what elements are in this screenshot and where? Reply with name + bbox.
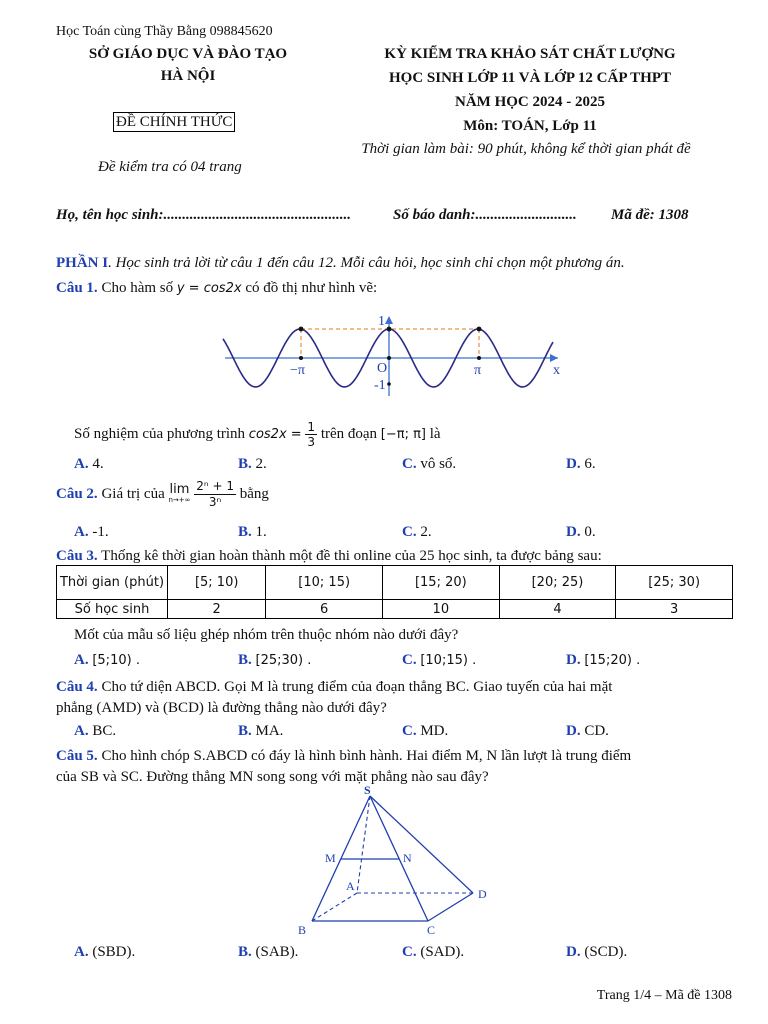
- origin-point: [387, 356, 391, 360]
- q3-option-a[interactable]: [74, 652, 140, 669]
- q2-option-c[interactable]: [402, 524, 432, 541]
- q3-option-a-text: [5;10) .: [92, 653, 140, 668]
- q5-option-d-key: D.: [566, 944, 581, 960]
- q5-option-b-text: (SAB).: [255, 944, 299, 960]
- table-row-time: [57, 566, 733, 600]
- origin-label: O: [377, 361, 388, 376]
- q5-option-c-key: C.: [402, 944, 417, 960]
- q4-option-c[interactable]: [402, 723, 448, 740]
- part1-instruction: . Học sinh trả lời từ câu 1 đến câu 12. Mỗi câu hỏi, học sinh chỉ chọn một phương án.: [108, 255, 625, 271]
- y-tick-neg1: -1: [374, 378, 386, 393]
- question-4: [56, 679, 612, 696]
- q1-option-c[interactable]: [402, 456, 456, 473]
- vertex-s-label: S: [364, 783, 371, 797]
- q2-lim-sub: n→+∞: [168, 495, 191, 504]
- q4-option-b[interactable]: [238, 723, 283, 740]
- q2-text-b: bằng: [239, 485, 269, 502]
- q1-text-a: Cho hàm số: [101, 280, 174, 296]
- q2-option-b-key: B.: [238, 524, 252, 540]
- q5-option-c-text: (SAD).: [420, 944, 465, 960]
- table-cell-interval: [20; 25): [499, 566, 616, 600]
- q3-option-b-text: [25;30) .: [255, 653, 312, 668]
- q2-frac-den: 3ⁿ: [208, 495, 222, 509]
- pyramid-figure: [290, 782, 500, 940]
- table-cell-interval: [25; 30): [616, 566, 733, 600]
- edge-cd: [428, 893, 473, 921]
- q1-option-b[interactable]: [238, 456, 267, 473]
- q4-option-b-text: MA.: [255, 723, 284, 739]
- q3-option-d-key: D.: [566, 652, 581, 668]
- q2-label: Câu 2.: [56, 485, 98, 502]
- table-cell-count: 2: [168, 600, 266, 619]
- q5-line1: Cho hình chóp S.ABCD có đáy là hình bình hành. Hai điểm M, N lần lượt là trung điểm: [101, 748, 632, 764]
- q2-frac-num: 2ⁿ + 1: [196, 479, 234, 493]
- q4-label: Câu 4.: [56, 679, 98, 695]
- q1-formula: y = cos2x: [176, 281, 242, 296]
- exam-title-1: KỲ KIỂM TRA KHẢO SÁT CHẤT LƯỢNG: [384, 46, 676, 62]
- frequency-table: [56, 565, 733, 619]
- table-row-count: [57, 600, 733, 619]
- q3-question: Mốt của mẫu số liệu ghép nhóm trên thuộc nhóm nào dưới đây?: [74, 627, 459, 643]
- q2-option-a[interactable]: [74, 524, 109, 541]
- q3-text: Thống kê thời gian hoàn thành một đề thi online của 25 học sinh, ta được bảng sau:: [101, 548, 602, 564]
- q2-option-a-text: -1.: [92, 524, 109, 540]
- question-3: [56, 548, 602, 565]
- q1-frac-den: 3: [307, 435, 316, 449]
- q1-option-d-key: D.: [566, 456, 581, 472]
- q2-lim: [168, 481, 191, 506]
- q1-fraction: [305, 420, 317, 449]
- q4-option-d-text: CD.: [584, 723, 609, 739]
- table-cell-interval: [15; 20): [383, 566, 500, 600]
- q1-option-a-key: A.: [74, 456, 89, 472]
- q2-lim-word: lim: [169, 481, 190, 497]
- q1-stem: [74, 420, 441, 449]
- point-neg-one: [387, 382, 391, 386]
- official-badge: ĐỀ CHÍNH THỨC: [113, 112, 235, 132]
- point-n-label: N: [403, 851, 412, 865]
- q5-option-a-key: A.: [74, 944, 89, 960]
- q2-option-b[interactable]: [238, 524, 267, 541]
- q4-option-a[interactable]: [74, 723, 116, 740]
- vertex-a-label: A: [346, 879, 355, 893]
- time-note: Thời gian làm bài: 90 phút, không kể thời gian phát đề: [361, 141, 691, 157]
- q1-option-c-text: vô số.: [420, 456, 457, 472]
- q5-line2: của SB và SC. Đường thẳng MN song song với mặt phẳng nào sau đây?: [56, 769, 489, 785]
- dept-line2: HÀ NỘI: [160, 68, 216, 84]
- point-max-center: [387, 327, 392, 332]
- part1-heading: [56, 255, 625, 272]
- q1-frac-num: 1: [307, 420, 316, 434]
- edge-sd: [370, 796, 473, 893]
- y-tick-1: 1: [378, 314, 385, 329]
- q3-option-c[interactable]: [402, 652, 476, 669]
- q1-label: Câu 1.: [56, 280, 98, 296]
- q2-option-c-text: 2.: [420, 524, 432, 540]
- question-2: [56, 479, 269, 510]
- q2-option-b-text: 1.: [255, 524, 267, 540]
- q3-option-c-text: [10;15) .: [420, 653, 477, 668]
- q3-option-d[interactable]: [566, 652, 640, 669]
- q2-text-a: Giá trị của: [101, 485, 165, 502]
- q3-option-b[interactable]: [238, 652, 311, 669]
- q2-fraction: [194, 479, 236, 510]
- question-1: [56, 280, 377, 297]
- top-note: Học Toán cùng Thầy Bằng 098845620: [56, 24, 273, 39]
- part1-label: PHẦN I: [56, 255, 109, 271]
- point-max-left: [299, 327, 304, 332]
- q5-option-b[interactable]: [238, 944, 298, 961]
- x-tick-pi: π: [474, 363, 482, 378]
- table-header-count: Số học sinh: [57, 600, 168, 619]
- point-max-right: [477, 327, 482, 332]
- x-tick-neg-pi: −π: [290, 363, 305, 378]
- table-cell-interval: [5; 10): [168, 566, 266, 600]
- student-id-field: Số báo danh:...........................: [393, 207, 577, 223]
- q1-option-b-text: 2.: [255, 456, 267, 472]
- q5-label: Câu 5.: [56, 748, 98, 764]
- q4-option-c-text: MD.: [420, 723, 449, 739]
- q4-line2: phẳng (AMD) và (BCD) là đường thẳng nào dưới đây?: [56, 700, 387, 716]
- q3-option-d-text: [15;20) .: [584, 653, 641, 668]
- table-cell-count: 3: [616, 600, 733, 619]
- q2-option-a-key: A.: [74, 524, 89, 540]
- q5-option-d[interactable]: [566, 944, 627, 961]
- point-m-label: M: [325, 851, 336, 865]
- exam-title-2: HỌC SINH LỚP 11 VÀ LỚP 12 CẤP THPT: [389, 70, 671, 86]
- q5-option-c[interactable]: [402, 944, 464, 961]
- q4-option-d[interactable]: [566, 723, 609, 740]
- q1-interval: [−π; π]: [380, 426, 426, 442]
- q1-stem-b: trên đoạn: [320, 425, 378, 442]
- q4-option-c-key: C.: [402, 723, 417, 739]
- q1-option-a[interactable]: [74, 456, 104, 473]
- q1-option-d-text: 6.: [584, 456, 596, 472]
- q2-option-d-key: D.: [566, 524, 581, 540]
- q4-line1: Cho tứ diện ABCD. Gọi M là trung điểm của đoạn thẳng BC. Giao tuyến của hai mặt: [101, 679, 613, 695]
- vertex-b-label: B: [298, 923, 307, 937]
- point-pi: [477, 356, 481, 360]
- q1-option-c-key: C.: [402, 456, 417, 472]
- vertex-c-label: C: [427, 923, 436, 937]
- q4-option-b-key: B.: [238, 723, 252, 739]
- pages-note: Đề kiểm tra có 04 trang: [98, 159, 242, 175]
- q5-option-b-key: B.: [238, 944, 252, 960]
- q2-option-d[interactable]: [566, 524, 596, 541]
- q4-option-a-text: BC.: [92, 723, 117, 739]
- q3-option-a-key: A.: [74, 652, 89, 668]
- q2-option-c-key: C.: [402, 524, 417, 540]
- x-axis-arrow: [550, 354, 558, 362]
- table-cell-interval: [10; 15): [266, 566, 383, 600]
- dept-line1: SỞ GIÁO DỤC VÀ ĐÀO TẠO: [88, 46, 288, 62]
- q1-option-d[interactable]: [566, 456, 596, 473]
- q1-eq-left: cos2x =: [248, 426, 302, 442]
- question-5: [56, 748, 631, 765]
- page-footer: Trang 1/4 – Mã đề 1308: [596, 988, 732, 1003]
- q1-stem-c: là: [429, 425, 441, 442]
- q3-option-b-key: B.: [238, 652, 252, 668]
- cos-graph: [220, 310, 570, 400]
- point-neg-pi: [299, 356, 303, 360]
- q1-text-b: có đồ thị như hình vẽ:: [245, 280, 378, 296]
- y-axis-arrow: [385, 316, 393, 324]
- q4-option-a-key: A.: [74, 723, 89, 739]
- q1-stem-a: Số nghiệm của phương trình: [74, 425, 246, 442]
- q1-option-a-text: 4.: [92, 456, 104, 472]
- table-cell-count: 4: [499, 600, 616, 619]
- q2-option-d-text: 0.: [584, 524, 596, 540]
- q5-option-d-text: (SCD).: [584, 944, 628, 960]
- q3-option-c-key: C.: [402, 652, 417, 668]
- q3-label: Câu 3.: [56, 548, 98, 564]
- table-header-time: Thời gian (phút): [57, 566, 168, 600]
- subject: Môn: TOÁN, Lớp 11: [463, 118, 597, 134]
- q1-option-b-key: B.: [238, 456, 252, 472]
- q4-option-d-key: D.: [566, 723, 581, 739]
- table-cell-count: 6: [266, 600, 383, 619]
- student-name-field: Họ, tên học sinh:..................................................: [56, 207, 352, 223]
- x-axis-label: x: [553, 363, 560, 378]
- exam-year: NĂM HỌC 2024 - 2025: [455, 94, 605, 110]
- vertex-d-label: D: [478, 887, 487, 901]
- q5-option-a[interactable]: [74, 944, 135, 961]
- exam-code: Mã đề: 1308: [611, 207, 689, 223]
- table-cell-count: 10: [383, 600, 500, 619]
- q5-option-a-text: (SBD).: [92, 944, 136, 960]
